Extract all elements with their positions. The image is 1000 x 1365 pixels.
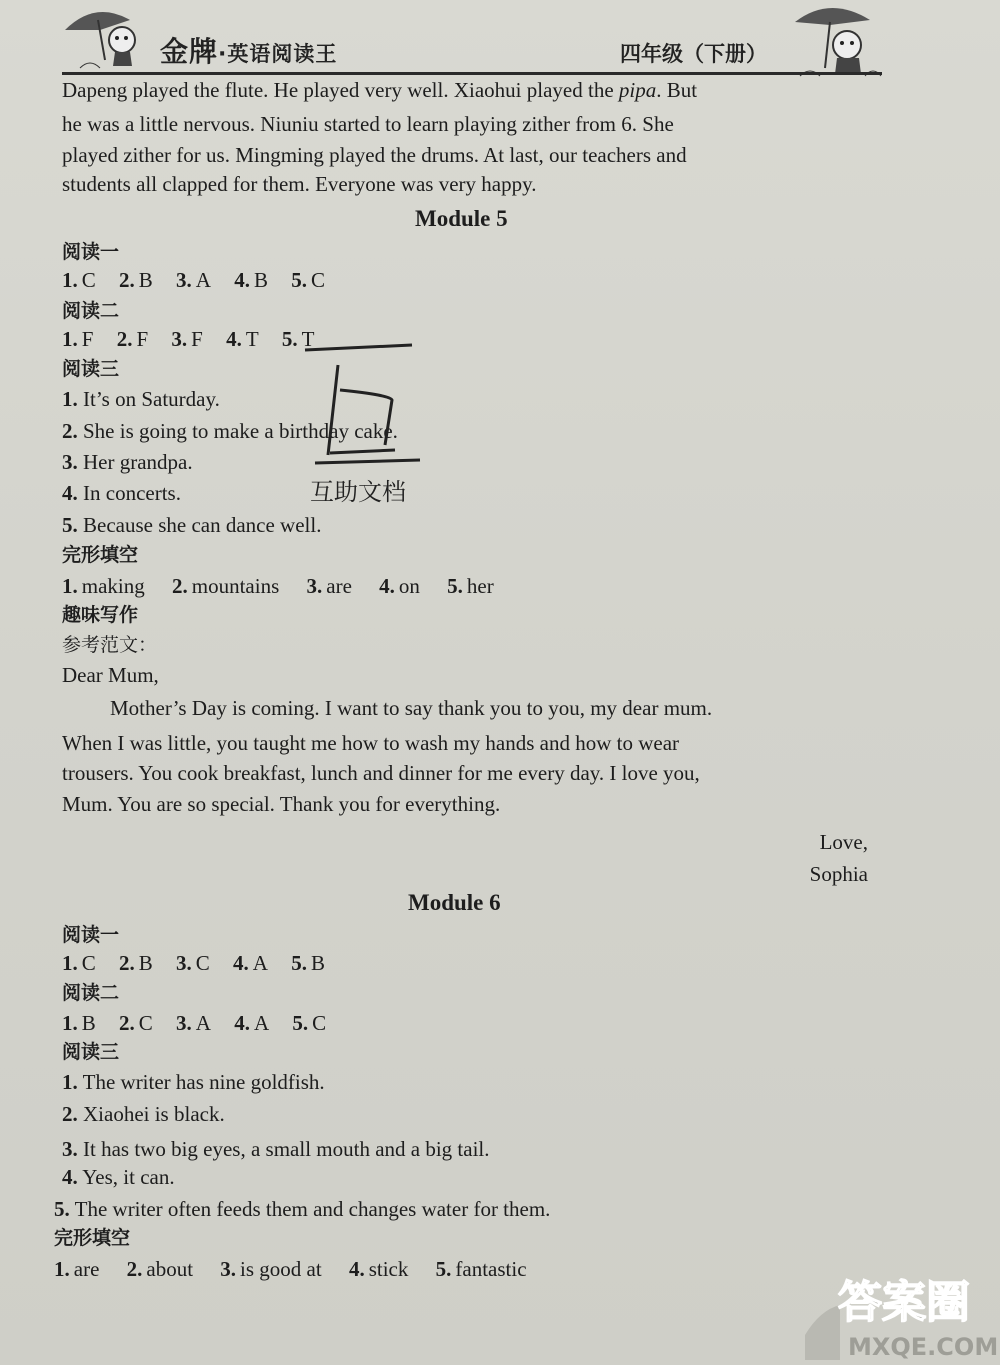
answer-item: 5. T xyxy=(281,327,315,351)
answer-item: 2. mountains xyxy=(172,574,280,598)
answer-item: 5. her xyxy=(447,574,494,598)
answer-item: 3. A xyxy=(176,1011,211,1035)
brand-title: 金牌·英语阅读王 xyxy=(160,35,338,68)
reading-3-label: 阅读三 xyxy=(62,358,120,380)
cloze-label: 完形填空 xyxy=(54,1227,131,1249)
intro-line: played zither for us. Mingming played the drums. At last, our teachers and xyxy=(62,143,687,167)
answer-item: 3. is good at xyxy=(220,1257,322,1281)
letter-line: Mum. You are so special. Thank you for everything. xyxy=(62,792,501,816)
answer-item: 2. about xyxy=(126,1257,194,1281)
answer-sentence: 3. Her grandpa. xyxy=(62,450,193,474)
answer-item: 2. C xyxy=(119,1011,153,1035)
answer-row xyxy=(62,953,343,974)
answer-item: 3. C xyxy=(176,951,210,975)
answer-item: 1. F xyxy=(62,327,94,351)
answer-item: 3. F xyxy=(171,327,203,351)
intro-line: students all clapped for them. Everyone was very happy. xyxy=(62,172,537,196)
answer-item: 4. stick xyxy=(348,1257,409,1281)
answer-item: 5. C xyxy=(292,1011,327,1035)
answer-sentence: 2. Xiaohei is black. xyxy=(62,1102,225,1126)
answer-item: 3. are xyxy=(306,574,352,598)
answer-item: 2. B xyxy=(119,951,153,975)
letter-line: When I was little, you taught me how to wash my hands and how to wear xyxy=(62,731,680,755)
left-cartoon-icon xyxy=(60,0,160,70)
watermark-logo xyxy=(800,1255,1000,1365)
answer-sentence: 1. It’s on Saturday. xyxy=(62,387,220,411)
reading-1-label: 阅读一 xyxy=(62,924,120,946)
answer-item: 1. B xyxy=(62,1011,96,1035)
answer-item: 1. C xyxy=(62,268,96,292)
answer-item: 2. F xyxy=(116,327,149,351)
answer-item: 5. C xyxy=(291,268,325,292)
answer-row xyxy=(62,329,332,350)
writing-label: 趣味写作 xyxy=(62,604,139,626)
answer-item: 5. B xyxy=(291,951,325,975)
reading-3-label: 阅读三 xyxy=(62,1041,120,1063)
letter-line: Mother’s Day is coming. I want to say thank you to you, my dear mum. xyxy=(110,696,713,720)
answer-sentence: 4. Yes, it can. xyxy=(62,1165,175,1189)
cloze-label: 完形填空 xyxy=(62,544,139,566)
answer-sentence: 1. The writer has nine goldfish. xyxy=(62,1070,325,1094)
sample-label: 参考范文： xyxy=(62,634,158,656)
answer-row xyxy=(62,270,343,291)
answer-item: 1. are xyxy=(54,1257,100,1281)
answer-item: 4. A xyxy=(234,1011,270,1035)
letter-closing: Love, xyxy=(819,830,868,854)
answer-item: 4. on xyxy=(379,574,420,598)
letter-line: trousers. You cook breakfast, lunch and dinner for me every day. I love you, xyxy=(62,761,700,785)
letter-greeting: Dear Mum, xyxy=(62,663,159,687)
intro-line: Dapeng played the flute. He played very well. Xiaohui played the pipa. But xyxy=(62,78,698,102)
intro-line: he was a little nervous. Niuniu started to learn playing zither from 6. She xyxy=(62,112,674,136)
reading-2-label: 阅读二 xyxy=(62,300,120,322)
svg-text:互助文档: 互助文档 xyxy=(310,478,406,506)
answer-item: 1. making xyxy=(62,574,145,598)
stamp-mark xyxy=(300,335,460,515)
answer-sentence: 2. She is going to make a birthday cake. xyxy=(62,419,398,443)
header-rule xyxy=(62,72,882,75)
right-cartoon-icon xyxy=(785,0,885,80)
svg-text:答案圈: 答案圈 xyxy=(838,1277,970,1328)
reading-1-label: 阅读一 xyxy=(62,241,120,263)
answer-item: 2. B xyxy=(119,268,153,292)
module-5-title: Module 5 xyxy=(415,206,508,231)
svg-text:MXQE.COM: MXQE.COM xyxy=(848,1333,999,1361)
answer-item: 5. fantastic xyxy=(435,1257,527,1281)
answer-row xyxy=(62,576,512,597)
answer-sentence: 4. In concerts. xyxy=(62,481,181,505)
letter-signature: Sophia xyxy=(809,862,868,886)
answer-row xyxy=(62,1013,344,1034)
reading-2-label: 阅读二 xyxy=(62,982,120,1004)
answer-item: 4. B xyxy=(234,268,268,292)
answer-sentence: 3. It has two big eyes, a small mouth and a big tail. xyxy=(62,1137,490,1161)
module-6-title: Module 6 xyxy=(408,890,501,915)
answer-row xyxy=(54,1259,545,1280)
answer-item: 4. T xyxy=(226,327,259,351)
answer-item: 4. A xyxy=(233,951,268,975)
header xyxy=(0,0,1000,80)
answer-item: 3. A xyxy=(176,268,211,292)
answer-sentence: 5. The writer often feeds them and changes water for them. xyxy=(54,1197,551,1221)
grade-label: 四年级（下册） xyxy=(620,42,767,66)
answer-item: 1. C xyxy=(62,951,96,975)
answer-sentence: 5. Because she can dance well. xyxy=(62,513,322,537)
